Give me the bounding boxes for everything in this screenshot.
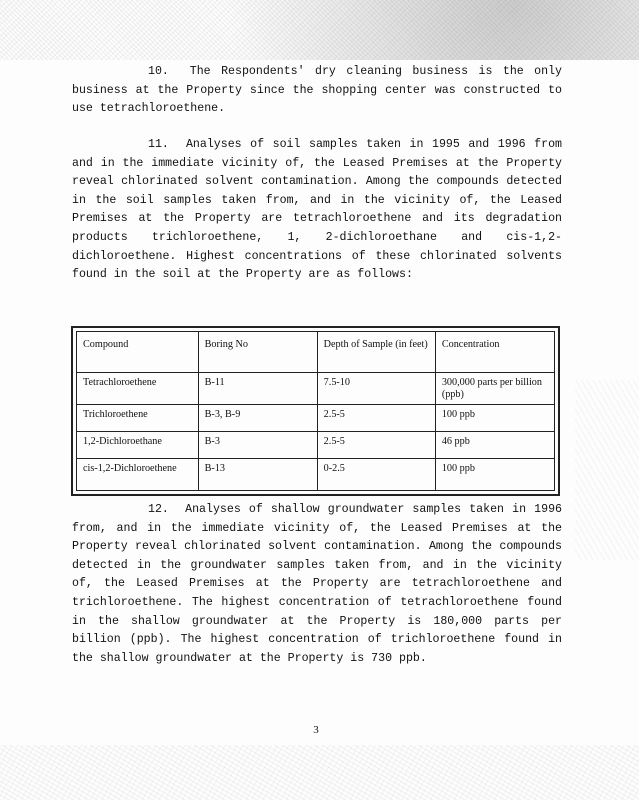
paragraph-text: The Respondents' dry cleaning business is the only business at the Property since the shopping center was constructed to use tetrachloroethene. (72, 65, 563, 116)
page-number: 3 (313, 724, 319, 736)
table-row (77, 432, 555, 459)
paragraph-text: Analyses of soil samples taken in 1995 and 1996 from and in the immediate vicinity of, the Leased Premises at the Property reveal chlorinated solvent contamination. Among the compounds detected in the soil samples taken from, and in the vicinity of, the Leased Premises at the Property are tetrachloroethene and its degradation products trichloroethene, 1, 2-dichloroethane and cis-1,2-dichloroethene. Highest concentrations of these chlorinated solvents found in the soil at the Property are as follows: (72, 138, 562, 282)
paragraph-number: 12. (148, 503, 169, 516)
cell-boring-no: B-13 (198, 459, 317, 491)
soil-concentration-table (71, 326, 560, 496)
cell-boring-no: B-3 (198, 432, 317, 459)
paragraph-text: Analyses of shallow groundwater samples taken in 1996 from, and in the immediate vicinity of, the Leased Premises at the Property reveal chlorinated solvent contamination. Among the compounds detected in the groundwater samples taken from, and in the vicinity of, the Leased Premises at the Property are tetrachloroethene and trichloroethene. The highest concentration of tetrachloroethene found in the shallow groundwater at the Property is 180,000 parts per billion (ppb). The highest concentration of trichloroethene found in the shallow groundwater at the Property is 730 ppb. (72, 503, 562, 665)
cell-concentration: 300,000 parts per billion (ppb) (435, 373, 554, 405)
cell-compound: 1,2-Dichloroethane (77, 432, 199, 459)
paragraph-12 (72, 501, 562, 668)
cell-concentration: 100 ppb (435, 405, 554, 432)
table-row (77, 373, 555, 405)
header-concentration: Concentration (435, 332, 554, 373)
scan-noise-bottom (0, 745, 639, 800)
table-header-row (77, 332, 555, 373)
table-row (77, 459, 555, 491)
table-row (77, 405, 555, 432)
header-compound: Compound (77, 332, 199, 373)
cell-depth: 7.5-10 (317, 373, 435, 405)
cell-depth: 2.5-5 (317, 405, 435, 432)
cell-boring-no: B-11 (198, 373, 317, 405)
cell-concentration: 100 ppb (435, 459, 554, 491)
cell-compound: Trichloroethene (77, 405, 199, 432)
header-depth: Depth of Sample (in feet) (317, 332, 435, 373)
header-boring-no: Boring No (198, 332, 317, 373)
cell-concentration: 46 ppb (435, 432, 554, 459)
paragraph-11 (72, 136, 562, 285)
cell-depth: 2.5-5 (317, 432, 435, 459)
paragraph-10 (72, 63, 562, 119)
scan-noise-right (575, 380, 639, 560)
cell-compound: cis-1,2-Dichloroethene (77, 459, 199, 491)
scan-noise-top (0, 0, 639, 60)
paragraph-number: 11. (148, 138, 169, 151)
cell-boring-no: B-3, B-9 (198, 405, 317, 432)
cell-depth: 0-2.5 (317, 459, 435, 491)
cell-compound: Tetrachloroethene (77, 373, 199, 405)
paragraph-number: 10. (148, 65, 169, 78)
